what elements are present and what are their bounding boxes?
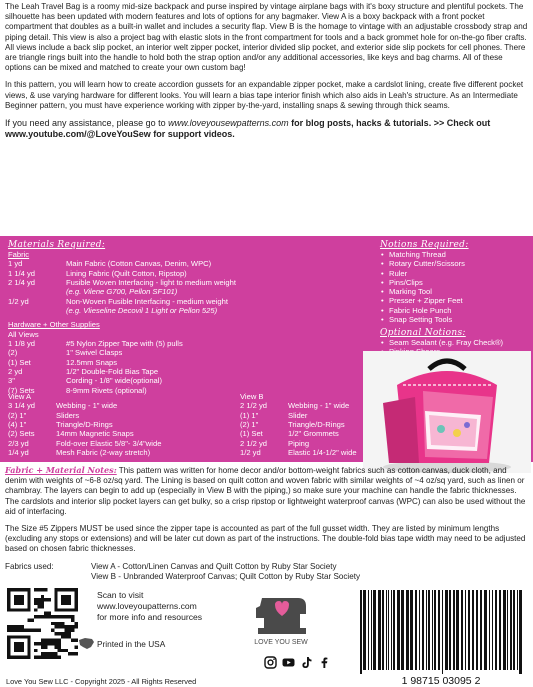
view-a-label: View A — [8, 392, 32, 401]
supply-quantity: (7) Sets — [8, 385, 35, 395]
intro-section — [5, 2, 528, 148]
scan-line-1: Scan to visit — [97, 590, 144, 600]
all-views-list — [8, 339, 368, 395]
supply-row — [8, 269, 368, 278]
fabric-notes — [5, 465, 530, 582]
fabric-heading: Fabric — [8, 250, 30, 259]
fabrics-used — [5, 562, 530, 582]
supply-row — [8, 358, 368, 367]
supply-quantity: 2 yd — [8, 366, 23, 376]
supply-row — [8, 259, 368, 268]
supply-row — [240, 411, 370, 420]
notion-item: • Seam Sealant (e.g. Fray Check®) — [380, 338, 530, 347]
intro-paragraph-1: The Leah Travel Bag is a roomy mid-size backpack and purse inspired by vintage airplane bags with it's boxy structure and plentiful pockets. The silhouette has been updated with modern features and lots of options for any bagmaker. View A is a boxy backpack with a front pocket compartment that doubles as a built-in wallet and includes a security flap. View B is the homage to vintage with an adjustable crossbody strap and piping detail. This view is also a project bag with elastic slots in the front compartment for tools and a back grommet hole for on-the-go fiber crafts. All views include a back slip pocket, an interior welt zipper pocket, interior divided slip pocket, and exterior side slip pockets for cell phones. There are triangle rings built into the handle to hold both the strap option and/or any additional accessories, like keys and bag charms. All of these options can be mixed and matched to create your own custom bag! — [5, 2, 528, 73]
scan-url[interactable]: www.loveyoupatterns.com — [97, 600, 197, 611]
view-b-supplies — [240, 392, 370, 457]
supply-quantity: (4) 1" — [8, 419, 27, 429]
supply-description: Cording - 1/8" wide(optional) — [66, 376, 162, 386]
supply-description: 8-9mm Rivets (optional) — [66, 385, 147, 395]
notes-text-1: This pattern was written for home decor and/or bottom-weight fabrics such as cotton canvas, duck cloth, and denim with weights of ~6-8 oz/sq yard. The Lining is based on quilt cotton and woven fabric with similar weights of ~4 oz/sq yard, such as linen or chambray. The layers can begin to add up (especially in View B with the piping,) so make sure your machine can handle the fabric thicknesses. The cardslots and interior slip pocket layers can get bulky, so a crisp ripstop or lightweight waterproof canvas (WPC) can also be used without the aid of interfacing. — [5, 466, 526, 516]
supply-row — [8, 439, 233, 448]
supply-description: 1/2" Grommets — [288, 429, 339, 439]
notes-paragraph-2: The Size #5 Zippers MUST be used since the zipper tape is accounted as part of the full gusset width. They are listed by minimum lengths (excluding any stops or extensions) and will be later cut down as part of the instructions. The double-fold bias tape width may need to be adjusted based on chosen fabric thicknesses. — [5, 523, 526, 554]
supply-quantity — [8, 306, 66, 315]
view-a-supplies — [8, 392, 233, 457]
supply-description: Non-Woven Fusible Interfacing - medium weight — [66, 296, 228, 306]
supply-description: (e.g. Vlieseline Decovil 1 Light or Pellon 525) — [66, 305, 218, 315]
supply-row — [8, 429, 233, 438]
qr-caption — [97, 590, 202, 623]
supply-quantity: 2 1/4 yd — [8, 277, 36, 287]
fabrics-used-label: Fabrics used: — [5, 561, 54, 571]
supply-row — [240, 429, 370, 438]
supply-row — [8, 448, 233, 457]
support-text-b: for blog posts, hacks & tutorials. >> Check out — [288, 117, 491, 128]
intro-paragraph-2: In this pattern, you will learn how to create accordion gussets for an expandable zipper pocket, make a cardslot lining, create five different pocket views, & use varying hardware for different looks. You will learn a bias tape interior finish which also aids in Leah's structure. As an Intermediate Beginner pattern, you must have experience working with zipper by-the-yard, installing snaps & sewing through thick seams. — [5, 80, 524, 110]
supply-description: Mesh Fabric (2-way stretch) — [56, 447, 151, 457]
view-b-label: View B — [240, 392, 264, 401]
scan-line-3: for more info and resources — [97, 611, 203, 622]
supply-row — [8, 278, 368, 287]
supply-row — [8, 411, 233, 420]
supply-quantity: 3 1/4 yd — [8, 401, 36, 411]
supply-quantity: 1/2 yd — [240, 447, 261, 457]
notion-item: • Presser + Zipper Feet — [380, 296, 530, 305]
supply-description: Piping — [288, 438, 310, 448]
notion-item: • Marking Tool — [380, 287, 530, 296]
qr-code[interactable] — [7, 588, 78, 659]
supply-row — [8, 339, 368, 348]
notion-item: • Matching Thread — [380, 250, 530, 259]
all-views-label: All Views — [8, 329, 39, 339]
supply-row — [8, 367, 368, 376]
fabrics-view-b: View B - Unbranded Waterproof Canvas; Quilt Cotton by Ruby Star Society — [91, 571, 361, 581]
supply-row — [240, 439, 370, 448]
supply-row — [240, 401, 370, 410]
materials-required — [8, 240, 368, 395]
footer — [0, 585, 533, 687]
love-you-sew-logo — [244, 588, 318, 647]
supply-row — [8, 287, 368, 296]
youtube-icon[interactable] — [282, 656, 295, 669]
social-icons — [264, 656, 331, 669]
barcode-number: 1 98715 03095 2 — [401, 675, 481, 686]
supply-description: Fusible Woven Interfacing - light to medium weight — [66, 277, 236, 287]
support-paragraph — [5, 118, 528, 141]
supply-quantity: (2) 1" — [8, 410, 27, 420]
notion-item: • Snap Setting Tools — [380, 315, 530, 324]
supply-description: Webbing - 1" wide — [56, 401, 118, 411]
fabric-list — [8, 259, 368, 315]
optional-notions-heading: Optional Notions: — [380, 328, 466, 338]
notion-item: • Rotary Cutter/Scissors — [380, 259, 530, 268]
supply-quantity: 3" — [8, 376, 15, 386]
supply-row — [8, 376, 368, 385]
supply-description: Sliders — [56, 410, 80, 420]
supply-quantity: (2) Sets — [8, 429, 35, 439]
supply-description: Webbing - 1" wide — [288, 401, 350, 411]
supply-quantity: (2) 1" — [240, 419, 259, 429]
supply-description: Lining Fabric (Quilt Cotton, Ripstop) — [66, 268, 187, 278]
supply-description: Main Fabric (Cotton Canvas, Denim, WPC) — [66, 259, 212, 269]
bag-photo — [363, 351, 531, 473]
supply-description: Triangle/D-Rings — [288, 419, 345, 429]
supply-quantity: (1) Set — [240, 429, 263, 439]
view-a-list — [8, 401, 233, 457]
supply-quantity: 2/3 yd — [8, 438, 29, 448]
supply-quantity: (2) — [8, 348, 18, 358]
instagram-icon[interactable] — [264, 656, 277, 669]
supply-quantity: (1) 1" — [240, 410, 259, 420]
hardware-heading: Hardware + Other Supplies — [8, 320, 100, 330]
notions-list — [380, 250, 530, 324]
notions-heading: Notions Required: — [380, 240, 469, 250]
notion-item: • Fabric Hole Punch — [380, 306, 530, 315]
supply-description: 1" Swivel Clasps — [66, 348, 123, 358]
notes-paragraph-1 — [5, 465, 530, 517]
supply-row — [8, 297, 368, 306]
supply-quantity: 1/2 yd — [8, 296, 29, 306]
supply-description: Fold-over Elastic 5/8"- 3/4"wide — [56, 438, 162, 448]
tiktok-icon[interactable] — [300, 656, 313, 669]
svg-text:LOVE YOU SEW: LOVE YOU SEW — [254, 639, 308, 646]
supply-description: Elastic 1/4-1/2" wide — [288, 447, 357, 457]
supply-description: 1/2" Double-Fold Bias Tape — [66, 366, 159, 376]
supply-description: Slider — [288, 410, 308, 420]
supply-quantity: 2 1/2 yd — [240, 438, 268, 448]
notion-item: • Pins/Clips — [380, 278, 530, 287]
facebook-icon[interactable] — [318, 656, 331, 669]
supply-row — [240, 448, 370, 457]
usa-map-icon — [78, 635, 95, 652]
supply-description: Triangle/D-Rings — [56, 419, 113, 429]
supply-row — [240, 420, 370, 429]
support-text-a: If you need any assistance, please go to — [5, 117, 169, 128]
copyright: Love You Sew LLC - Copyright 2025 - All Rights Reserved — [6, 677, 197, 686]
printed-in-usa: Printed in the USA — [97, 639, 166, 649]
supply-row — [8, 348, 368, 357]
notion-item: • Ruler — [380, 269, 530, 278]
supply-description: 12.5mm Snaps — [66, 357, 118, 367]
supply-quantity: 1/4 yd — [8, 447, 29, 457]
materials-heading: Materials Required: — [8, 240, 106, 250]
supply-quantity: 1 yd — [8, 259, 23, 269]
isbn-barcode — [352, 588, 530, 686]
supply-description: (e.g. Vilene G700, Pellon SF101) — [66, 287, 178, 297]
view-b-list — [240, 401, 370, 457]
supply-quantity: 1 1/8 yd — [8, 338, 36, 348]
supply-description: #5 Nylon Zipper Tape with (5) pulls — [66, 338, 183, 348]
notes-heading: Fabric + Material Notes: — [5, 465, 117, 475]
supply-quantity: (1) Set — [8, 357, 31, 367]
website-link[interactable]: www.loveyousewpatterns.com — [168, 117, 289, 128]
supply-row — [8, 306, 368, 315]
supply-description: 14mm Magnetic Snaps — [56, 429, 134, 439]
supply-quantity: 2 1/2 yd — [240, 401, 268, 411]
youtube-link[interactable]: www.youtube.com/@LoveYouSew for support videos. — [5, 129, 235, 140]
fabrics-view-a: View A - Cotton/Linen Canvas and Quilt Cotton by Ruby Star Society — [91, 561, 337, 571]
supply-row — [8, 401, 233, 410]
supply-quantity: 1 1/4 yd — [8, 268, 36, 278]
supply-row — [8, 420, 233, 429]
supply-quantity — [8, 287, 66, 296]
